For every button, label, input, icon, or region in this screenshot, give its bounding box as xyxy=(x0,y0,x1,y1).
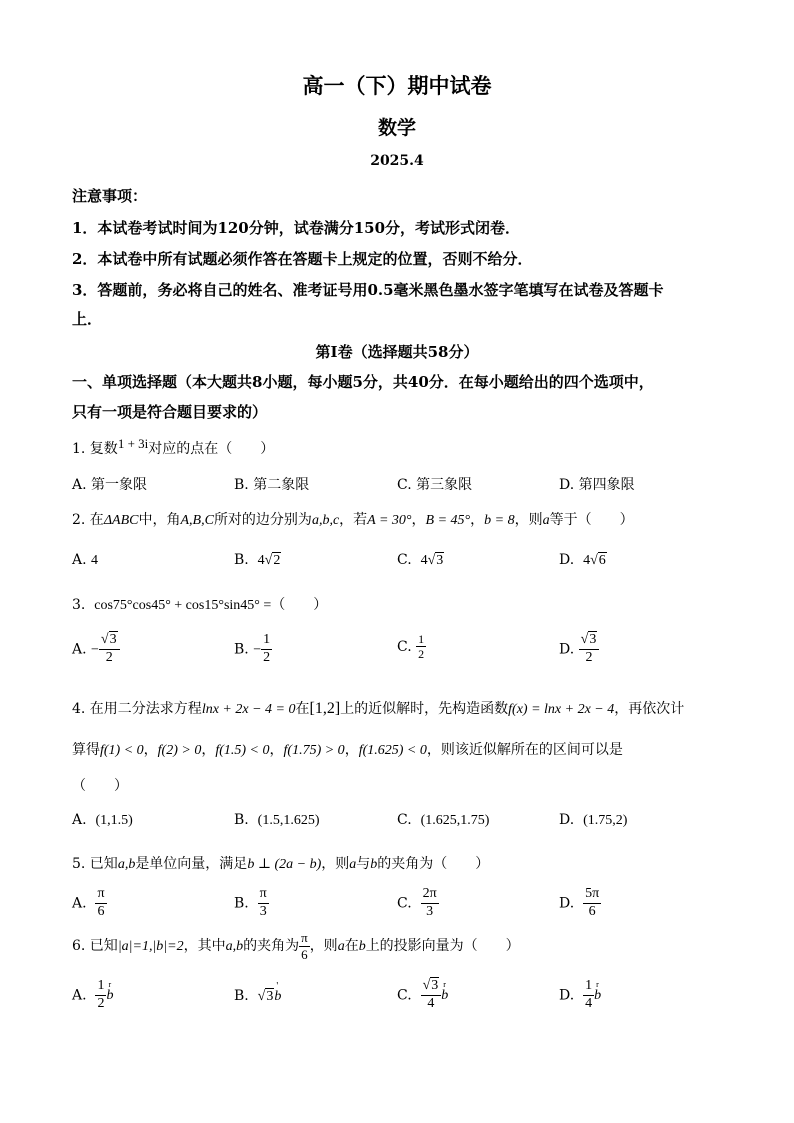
q2-option-d: D. 4√6 xyxy=(559,552,606,568)
note-item-2: 2．本试卷中所有试题必须作答在答题卡上规定的位置，否则不给分． xyxy=(72,250,533,268)
q2-angles: A,B,C xyxy=(180,513,214,528)
q3-option-c: C. $\frac{1}{2}$ xyxy=(397,632,425,662)
question-4-line-2: 算得f(1) < 0，f(2) > 0，f(1.5) < 0，f(1.75) > 0，f(1.625) < 0，则该近似解所在的区间可以是 xyxy=(72,742,623,758)
note-item-4: 上． xyxy=(72,310,103,328)
q4-value-3: f(1.5) < 0 xyxy=(215,743,270,758)
part1-heading: 第Ⅰ卷（选择题共58分） xyxy=(315,343,479,361)
question-4-line-3: （ ） xyxy=(72,778,128,794)
q1-suffix: 对应的点在（ ） xyxy=(148,441,275,457)
question-6: 6. 已知|a|=1,|b|=2，其中a,b的夹角为 $\frac{\pi}{6}$ ，则a在b上的投影向量为（ ） xyxy=(72,930,520,962)
q3-option-a: A. − $\frac{√3}{2}$ xyxy=(72,632,120,667)
q1-prefix: 1. 复数 xyxy=(72,441,118,457)
note-item-3: 3．答题前，务必将自己的姓名、准考证号用0.5毫米黑色墨水签字笔填写在试卷及答题卡 xyxy=(72,281,664,299)
question-2: 2. 在ΔABC中，角A,B,C所对的边分别为a,b,c，若A = 30°，B = 45°，b = 8，则a等于（ ） xyxy=(72,512,634,528)
question-3 xyxy=(72,594,327,614)
note-item-1: 1．本试卷考试时间为120分钟，试卷满分150分，考试形式闭卷． xyxy=(72,219,521,237)
q5-option-d: D. $\frac{5\pi}{6}$ xyxy=(559,886,600,919)
q5-option-b: B. $\frac{\pi}{3}$ xyxy=(234,886,267,919)
question-5: 5. 已知a,b是单位向量，满足b ⊥ (2a − b)，则a与b的夹角为（ ） xyxy=(72,856,490,872)
q3-suffix: （ ） xyxy=(271,597,328,613)
q4-value-2: f(2) > 0 xyxy=(157,743,202,758)
q4-option-c: C. (1.625,1.75) xyxy=(397,812,490,828)
q5-vectors: a,b xyxy=(117,857,136,872)
q1-option-c: C. 第三象限 xyxy=(397,477,473,493)
q5-option-c: C. $\frac{2\pi}{3}$ xyxy=(397,886,437,919)
q3-option-d: D. $\frac{√3}{2}$ xyxy=(559,632,599,667)
q4-value-1: f(1) < 0 xyxy=(100,743,144,758)
question-4-line-1: 4. 在用二分法求方程lnx + 2x − 4 = 0在[1,2]上的近似解时，先构造函数f(x) = lnx + 2x − 4，再依次计 xyxy=(72,700,685,717)
question-1 xyxy=(72,438,274,458)
q2-sides: a,b,c xyxy=(311,513,340,528)
q6-option-a: A. $\frac{1}{2}$ r b xyxy=(72,978,113,1013)
q4-function: f(x) = lnx + 2x − 4 xyxy=(508,702,615,717)
q1-option-b: B. 第二象限 xyxy=(234,477,310,493)
q2-text-1: 中，角 xyxy=(138,512,181,528)
q3-prefix: 3. xyxy=(72,597,86,613)
q2-option-b: B. 4√2 xyxy=(234,552,281,568)
q2-cond-2: B = 45° xyxy=(425,513,471,528)
q4-option-b: B. (1.5,1.625) xyxy=(234,812,320,828)
q2-var: a xyxy=(542,513,550,528)
q5-option-a: A. $\frac{\pi}{6}$ xyxy=(72,886,105,919)
subject-title: 数学 xyxy=(377,117,416,139)
section-heading-line1: 一、单项选择题（本大题共8小题，每小题5分，共40分．在每小题给出的四个选项中， xyxy=(72,373,654,391)
q1-option-d: D. 第四象限 xyxy=(559,477,635,493)
q4-interval: [1,2] xyxy=(309,700,341,717)
q2-text-4: ，则 xyxy=(514,512,543,528)
q6-option-c: C. $\frac{√3}{4}$ r b xyxy=(397,978,448,1013)
exam-date: 2025.4 xyxy=(370,153,424,169)
q6-condition: |a|=1,|b|=2 xyxy=(117,939,184,955)
q4-value-5: f(1.625) < 0 xyxy=(358,743,427,758)
q6-vectors: a,b xyxy=(225,939,244,955)
q1-expr: 1 + 3i xyxy=(117,436,149,451)
q2-suffix: 等于（ ） xyxy=(549,512,634,528)
q3-option-b: B. − $\frac{1}{2}$ xyxy=(234,632,271,665)
q5-condition: b ⊥ (2a − b) xyxy=(247,857,322,872)
q1-option-a: A. 第一象限 xyxy=(72,477,148,493)
q2-option-c: C. 4√3 xyxy=(397,552,444,568)
q4-value-4: f(1.75) > 0 xyxy=(283,743,345,758)
q2-cond-3: b = 8 xyxy=(484,513,515,528)
q4-equation: lnx + 2x − 4 = 0 xyxy=(201,702,296,717)
q2-triangle: ΔABC xyxy=(103,513,139,528)
q2-text-2: 所对的边分别为 xyxy=(213,512,312,528)
q2-text-3: ，若 xyxy=(339,512,368,528)
q2-prefix: 2. 在 xyxy=(72,512,104,528)
q6-option-b: B. √3' b xyxy=(234,988,281,1005)
page-title: 高一（下）期中试卷 xyxy=(302,73,492,98)
section-heading-line2: 只有一项是符合题目要求的） xyxy=(72,403,268,421)
q2-option-a: A. 4 xyxy=(72,552,99,568)
notes-heading: 注意事项： xyxy=(72,187,148,205)
q3-expr: cos75°cos45° + cos15°sin45° = xyxy=(94,598,272,613)
q2-cond-1: A = 30° xyxy=(367,513,412,528)
q4-option-d: D. (1.75,2) xyxy=(559,812,628,828)
q4-option-a: A. (1,1.5) xyxy=(72,812,133,828)
q6-option-d: D. $\frac{1}{4}$ r b xyxy=(559,978,601,1013)
